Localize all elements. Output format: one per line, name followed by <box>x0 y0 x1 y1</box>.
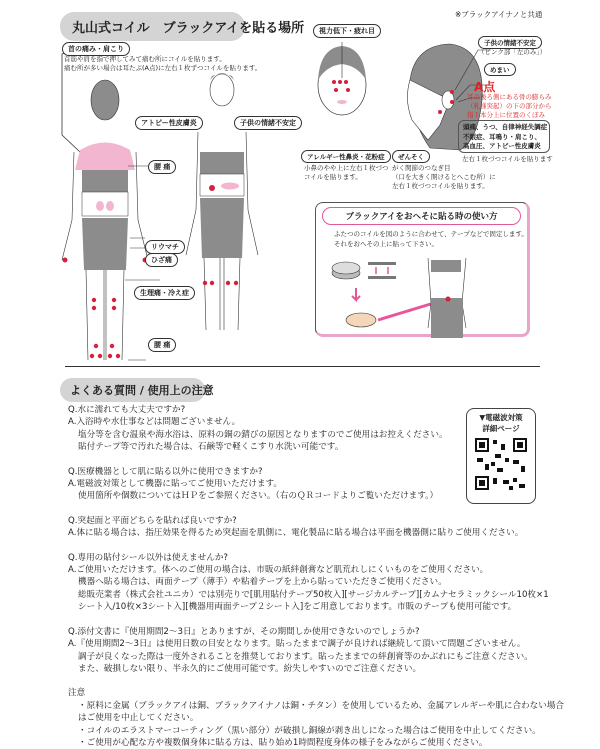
faq-item <box>68 552 549 614</box>
child-emotion-sub: （ピンク部「左のみ」） <box>478 48 547 56</box>
a-point-effect-1: 頭痛、うつ、自律神経失調症 <box>463 123 548 131</box>
a-point-effect-2: 不眠症、耳鳴り・肩こり、 <box>463 132 541 141</box>
caution-line: ・コイルのエラストマーコーティング（黒い部分）が破損し銅線が剥き出しになった場合はご使用を中止してください。 <box>78 725 541 736</box>
label-dizziness: めまい <box>484 63 516 76</box>
label-allergy: アレルギー性鼻炎・花粉症 <box>301 150 391 163</box>
a-point-effects-box <box>458 120 550 153</box>
caution-block <box>68 687 565 749</box>
asthma-desc-1: がく関節のつなぎ目 <box>392 164 451 172</box>
faq-item <box>68 404 468 454</box>
faq-answer: A.『使用期間2〜3日』は使用日数の目安となります。貼ったままで調子が良ければ継続して頂いて問題ございません。 <box>68 639 526 650</box>
faq-answer-extra: 使用箇所や個数についてはＨＰをご参照ください。（右のＱＲコードよりご覧いただけます。） <box>78 491 439 502</box>
qr-label-1: ▼電磁波対策 <box>479 413 523 422</box>
faq-question: Q.水に濡れても大丈夫ですか? <box>68 405 186 415</box>
navel-illustration <box>316 248 531 338</box>
navel-usage-box <box>315 202 530 337</box>
faq-answer: A.体に貼る場合は、指圧効果を得るため突起面を肌側に、電化製品に貼る場合は平面を機器側に貼りご使用ください。 <box>68 528 524 539</box>
asthma-desc-3: 左右１枚づつコイルを貼ります。 <box>392 182 489 190</box>
label-foot-pain: 腰 痛 <box>148 338 176 352</box>
a-point-desc-1: 耳の後ろ側にある骨の膨らみ <box>467 93 552 101</box>
section-divider <box>65 366 540 367</box>
faq-title: よくある質問 / 使用上の注意 <box>60 378 205 402</box>
neck-desc-1: 首筋や肩を指で押してみて痛む所にコイルを貼ります。 <box>64 55 226 63</box>
faq-answer-extra: 塩分等を含む温泉や海水浴は、原料の銅の錆びの原因となりますのでご使用はお控えください。 <box>78 429 448 440</box>
a-point-desc-3: 指１本分上に位置のくぼみ <box>467 111 545 119</box>
qr-code-icon[interactable] <box>475 438 527 490</box>
label-eyes: 視力低下・疲れ目 <box>313 24 381 38</box>
a-point-effect-3: 高血圧、アトピー性皮膚炎 <box>463 142 541 150</box>
a-point-title: A点 <box>474 80 496 94</box>
faq-answer-extra: 貼付テープ等で汚れた場合は、石鹸等で軽くこすり水洗い可能です。 <box>78 442 344 453</box>
qr-label-2: 詳細ページ <box>482 424 520 433</box>
faq-item <box>68 466 468 503</box>
faq-answer-extra: シート入/10枚×3シート入][機器用両面テープ２シート入]をご用意しております。市販のテープも使用可能です。 <box>78 602 517 613</box>
faq-answer: A.入浴時や水仕事などは問題ございません。 <box>68 417 241 428</box>
caution-line: ・ご使用が心配な方や複数個身体に貼る方は、貼り始め1時間程度身体の様子をみながらご使用ください。 <box>78 737 488 748</box>
faq-answer-extra: また、破損しない限り、半永久的にご使用可能です。紛失しやすいのでご注意ください。 <box>78 663 422 674</box>
navel-desc-1: ふたつのコイルを図のように合わせて、テープなどで固定します。 <box>334 230 528 238</box>
label-menstrual: 生理痛・冷え症 <box>134 286 195 300</box>
faq-answer: A.ご使用いただけます。体へのご使用の場合は、市販の紙絆創膏など肌荒れしにくいものをご使用ください。 <box>68 565 489 576</box>
body-illustration <box>0 40 300 370</box>
faq-item <box>68 515 524 540</box>
faq-question: Q.添付文書に『使用期間2〜3日』とありますが、その期間しか使用できないのでしょうか? <box>68 626 420 637</box>
neck-desc-2: 痛む所が多い場合は耳たぶ(A点)に左右１枚ずつコイルを貼ります。 <box>64 64 262 72</box>
faq-answer-extra: 機器へ貼る場合は、両面テープ（薄手）や粘着テープを上から貼っていただきご使用ください。 <box>78 577 447 588</box>
label-knee-pain: ひざ痛 <box>145 253 178 267</box>
navel-desc-2: それをおへその上に貼って下さい。 <box>334 240 438 248</box>
label-rheumatism: リウマチ <box>145 240 185 254</box>
caution-line: はご使用を中止してください。 <box>78 713 199 724</box>
caution-line: ・原料に金属（ブラックアイは銅、ブラックアイナノは銅・チタン）を使用しているため、金属アレルギーや肌に合わない場合 <box>78 700 565 711</box>
label-child-emotion-face: 子供の情緒不安定 <box>478 36 542 49</box>
faq-answer-extra: 調子が良くなった際は一度外されることを推奨しております。貼ったままでの絆創膏等のかぶれにもご注意ください。 <box>78 651 533 662</box>
a-point-desc-2: （乳様突起）の下の部分から <box>467 102 552 110</box>
qr-box[interactable] <box>466 408 536 504</box>
page-title: 丸山式コイル ブラックアイを貼る場所 <box>60 12 245 41</box>
label-atopy: アトピー性皮膚炎 <box>135 116 203 130</box>
faq-question: Q.医療機器として肌に貼る以外に使用できますか? <box>68 466 263 477</box>
faq-item <box>68 626 533 676</box>
navel-box-title: ブラックアイをおへそに貼る時の使い方 <box>322 207 521 225</box>
faq-answer-extra: 総販売業者（株式会社ユニカ）では別売りで[肌用貼付テープ50枚入][サージカルテープ][カムナセラミックシール10枚×1 <box>78 589 549 600</box>
label-asthma: ぜんそく <box>392 150 430 163</box>
faq-question: Q.専用の貼付シール以外は使えませんか? <box>68 552 228 563</box>
label-child-emotion: 子供の情緒不安定 <box>234 116 302 130</box>
body-diagram <box>0 40 300 370</box>
allergy-desc-1: 小鼻のやや上に左右１枚づつ <box>304 164 389 172</box>
a-point-note: 左右１枚づつコイルを貼ります <box>462 155 553 163</box>
label-back-pain: 腰 痛 <box>148 160 176 174</box>
asthma-desc-2: （口を大きく開けるとへこむ所）に <box>392 173 496 181</box>
shared-note: ※ブラックアイナノと共通 <box>455 10 543 19</box>
faq-question: Q.突起面と平面どちらを貼れば良いですか? <box>68 515 237 526</box>
faq-answer: A.電磁波対策として機器に貼ってご使用いただけます。 <box>68 479 283 490</box>
allergy-desc-2: コイルを貼ります。 <box>304 173 362 181</box>
label-neck-shoulder: 首の痛み・肩こり <box>62 42 130 56</box>
caution-title: 注意 <box>68 688 86 699</box>
